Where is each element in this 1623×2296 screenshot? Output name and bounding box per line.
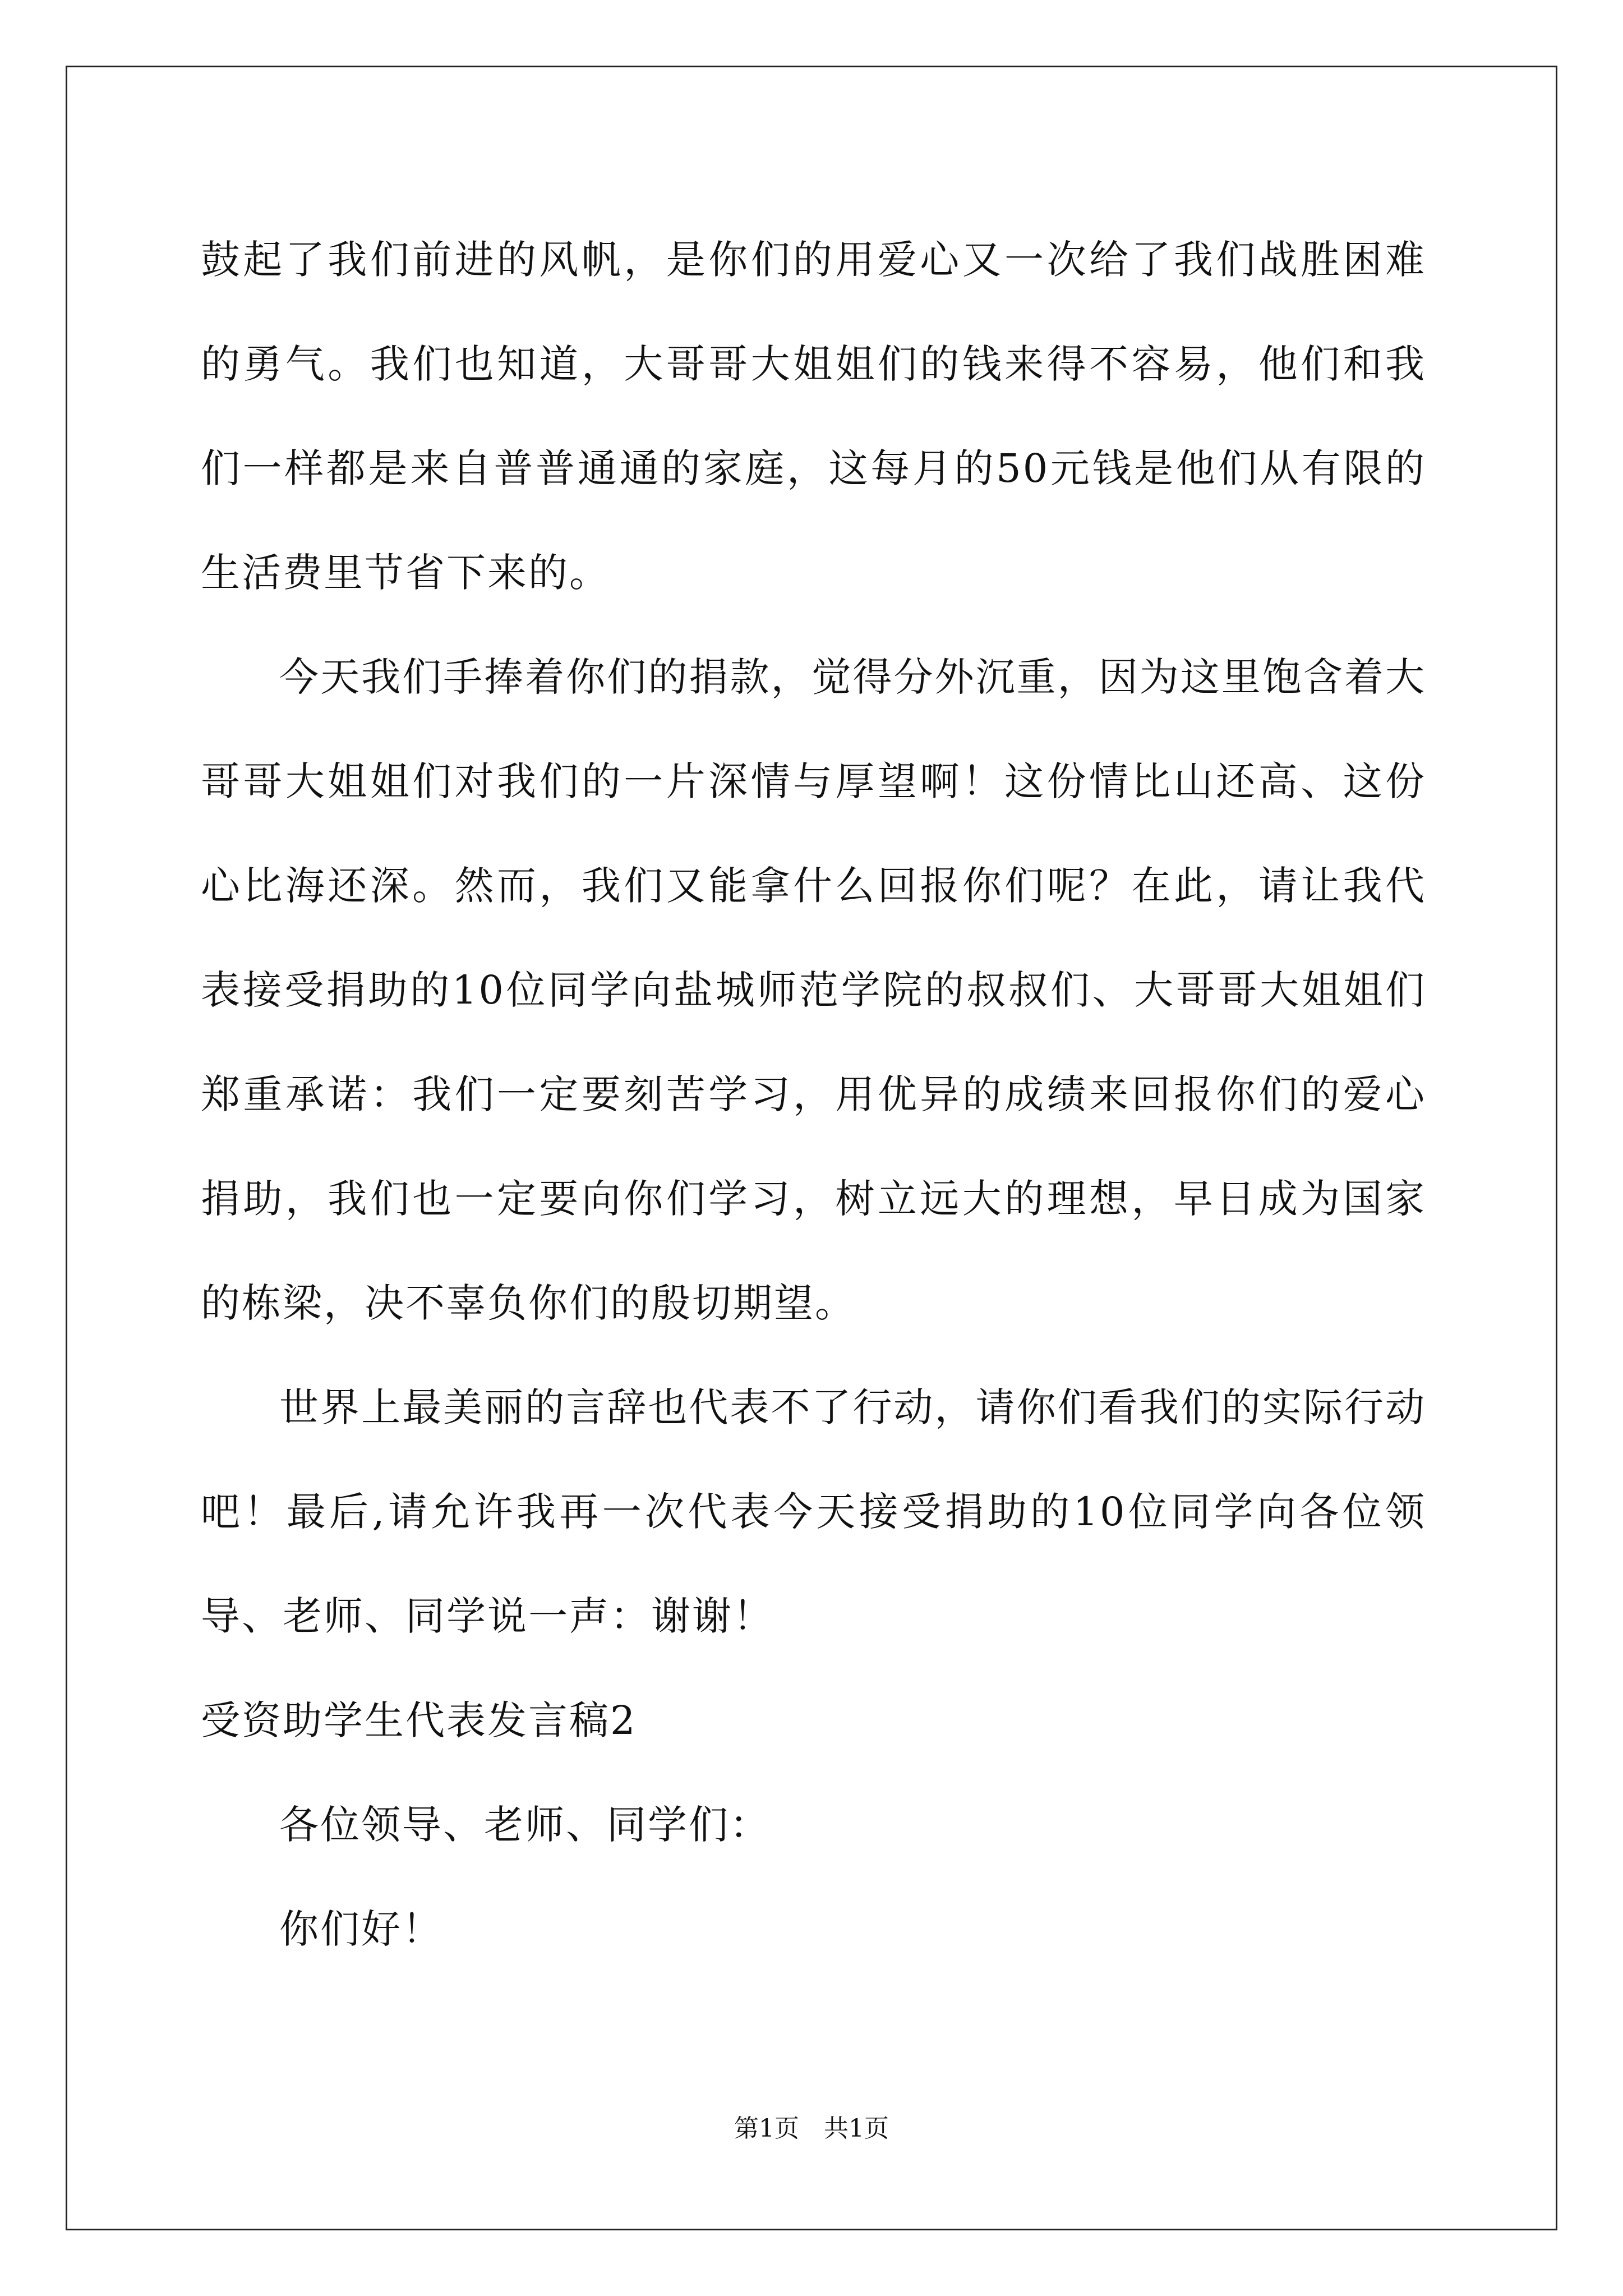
section-title: 受资助学生代表发言稿2 (201, 1697, 637, 1743)
paragraph-2: 今天我们手捧着你们的捐款，觉得分外沉重，因为这里饱含着大哥哥大姐姐们对我们的一片深情与厚望啊！这份情比山还高、这份心比海还深。然而，我们又能拿什么回报你们呢？在此，请让我代表接受捐助的10位同学向盐城师范学院的叔叔们、大哥哥大姐姐们郑重承诺：我们一定要刻苦学习，用优异的成绩来回报你们的爱心捐助，我们也一定要向你们学习，树立远大的理想，早日成为国家的栋梁，决不辜负你们的殷切期望。 (201, 654, 1426, 1326)
document-body (201, 208, 1426, 1981)
paragraph-1: 鼓起了我们前进的风帆，是你们的用爱心又一次给了我们战胜困难的勇气。我们也知道，大哥哥大姐姐们的钱来得不容易，他们和我们一样都是来自普普通通的家庭，这每月的50元钱是他们从有限的生活费里节省下来的。 (201, 237, 1426, 596)
paragraph-3: 世界上最美丽的言辞也代表不了行动，请你们看我们的实际行动吧！最后,请允许我再一次代表今天接受捐助的10位同学向各位领导、老师、同学说一声：谢谢！ (201, 1384, 1426, 1639)
page-footer: 第1页 共1页 (734, 2114, 889, 2143)
salutation: 你们好！ (279, 1906, 443, 1952)
greeting: 各位领导、老师、同学们： (279, 1802, 771, 1848)
